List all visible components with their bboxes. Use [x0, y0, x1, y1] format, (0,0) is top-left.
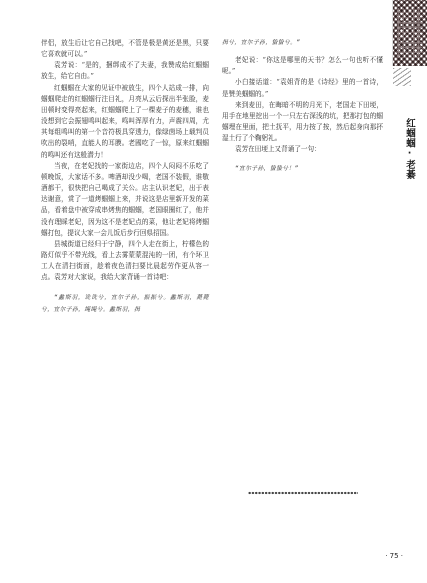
- paragraph: 来到麦田，在晦暗不明的月光下，老国走下田埂，用手在地里挖出一个一只左右深浅的坑，把那打包的蝈蝈埋在里面，把土抚平，用力按了按，然后起身向那抔湿土行了个鞠躬礼。: [222, 100, 383, 143]
- decorative-hatch-lines: [393, 68, 411, 86]
- paragraph: 袁芳说：“是的，捆绑成不了夫妻，我赞成给红蝈蝈放生，给它自由。”: [41, 61, 209, 81]
- paragraph: 袁芳在田埂上又背诵了一句：: [235, 145, 321, 154]
- paragraph: 伴侣，放生后让它自己找吧，不管是极是黄还是黑，只要它喜欢就可以。”: [41, 39, 209, 59]
- poem-quote-final: “宜尔子孙，蛰蛰兮！”: [235, 165, 299, 172]
- poem-quote: “蠡斯羽，诜诜兮，宜尔子孙，振振兮。蠡斯羽，薨薨兮，宜尔子孙，绳绳兮。蠡斯羽，揖: [41, 295, 209, 313]
- page-number: · 75 ·: [385, 552, 403, 560]
- poem-quote-continued: 揖兮，宜尔子孙，蛰蛰兮。”: [222, 40, 301, 46]
- paragraph: 老妃说：“你这是哪里的天书？怎么一句也听不懂呢。”: [222, 56, 383, 76]
- right-column: [222, 38, 383, 175]
- left-column: [41, 38, 209, 316]
- paragraph: 红蝈蝈在大家的见证中被放生，四个人站成一排，向蝈蝈爬走的红蝈蝈行注目礼，月亮从云后探出半张脸，麦田顿时变得亮起来，红蝈蝈爬上了一棵麦子的麦穗，谁也没想到它会振翅鸣叫起来，鸣叫浑厚有力，声震四周，尤其每组鸣叫的第一个音符极具穿透力，像绿茵场上载判员吹出的裂哨，直能人的耳膜。老國吃了一惊，原来红蝈蝈的鸣叫还有这般潜力！: [41, 83, 209, 159]
- paragraph: 小白接话道：“袁姐背的是《诗经》里的一首诗，是赞美蝈蝈的。”: [222, 78, 383, 98]
- paragraph: 县城街道已经归于宁静，四个人走在街上，柠檬色的路灯似乎不带光线，看上去雾蒙蒙混沌的一团，有个环卫工人在清扫街面，趁着夜色清扫要比晨起劳作更从容一点。袁芳对大家说，我给大家背诵一首诗吧：: [41, 239, 209, 282]
- decorative-pattern: [392, 0, 427, 66]
- pattern-inner: [398, 8, 422, 58]
- dotted-end-divider: [248, 491, 358, 495]
- paragraph: 当夜，在老妃找的一家街边店，四个人闷闷不乐吃了顿晚饭，大家话不多。啤酒却没少喝，老国不装假，谁敬酒都干，很快把自己喝成了关公。店主认识老妃，出于表达谢意，赏了一道烤蝈蝈上来，并说这是店里新开发的菜品，看着盘中被穿成串烤焦的蝈蝈，老国眼圈红了，他并没有理睬老妃，因为这不是老妃点的菜，他让老妃将烤蝈蝈打包，提议大家一会儿饭后步行回県招国。: [41, 161, 209, 237]
- section-title: 红蝈蝈·老綦: [404, 118, 415, 180]
